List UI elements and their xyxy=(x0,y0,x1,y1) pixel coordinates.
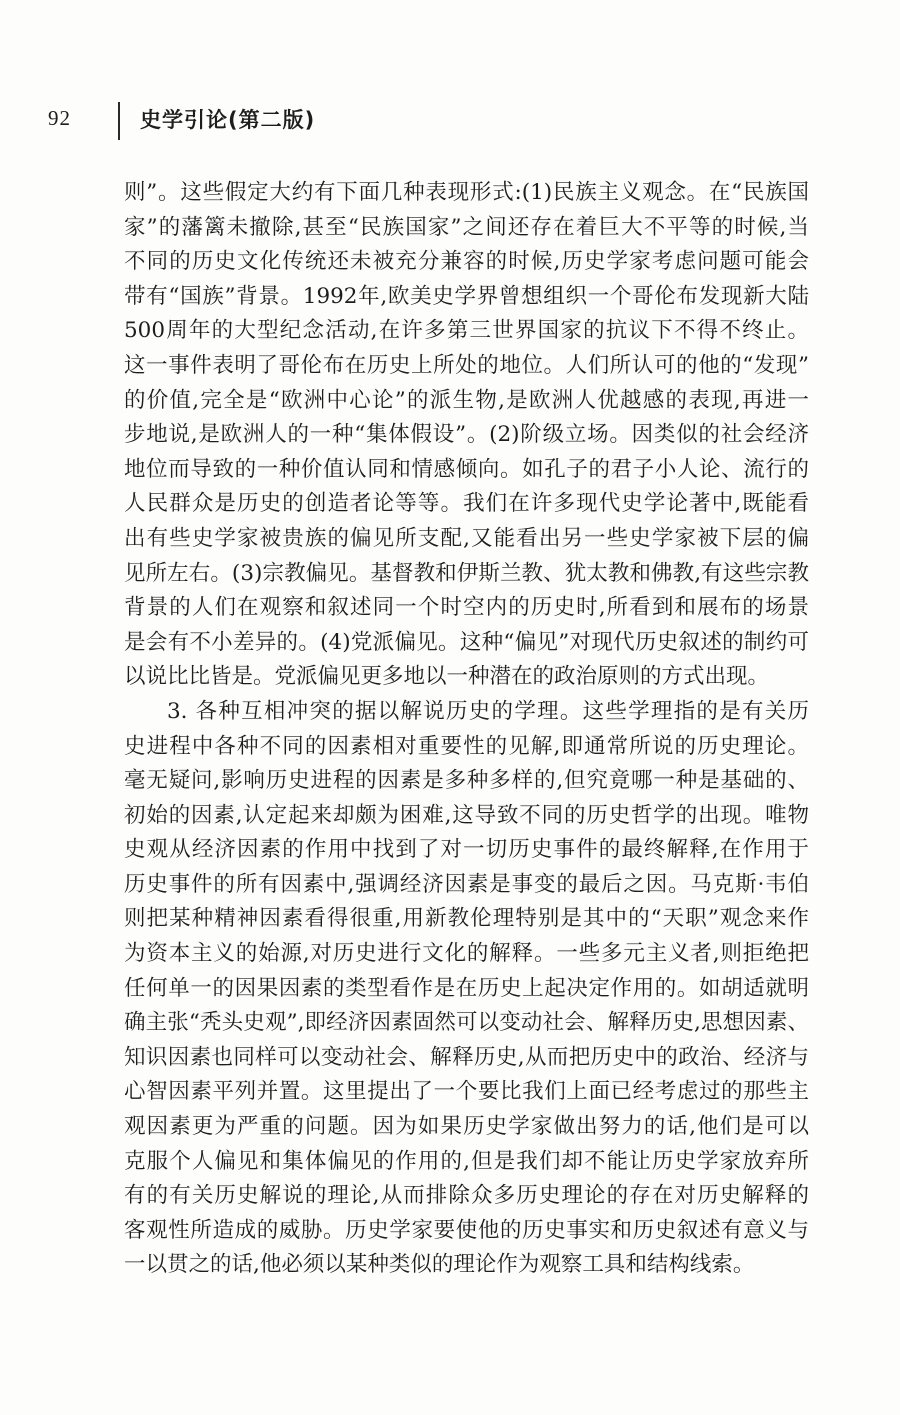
text-line: 知识因素也同样可以变动社会、解释历史,从而把历史中的政治、经济与 xyxy=(124,1044,809,1070)
text-line: 确主张“秃头史观”,即经济因素固然可以变动社会、解释历史,思想因素、 xyxy=(124,1010,809,1036)
text-line: 史观从经济因素的作用中找到了对一切历史事件的最终解释,在作用于 xyxy=(124,837,809,863)
text-line: 有的有关历史解说的理论,从而排除众多历史理论的存在对历史解释的 xyxy=(124,1183,809,1209)
header-divider xyxy=(118,102,120,140)
text-line: 则”。这些假定大约有下面几种表现形式:(1)民族主义观念。在“民族国 xyxy=(124,180,809,205)
text-line: 观因素更为严重的问题。因为如果历史学家做出努力的话,他们是可以 xyxy=(124,1114,809,1140)
text-line: 初始的因素,认定起来却颇为困难,这导致不同的历史哲学的出现。唯物 xyxy=(124,802,809,828)
book-title: 史学引论(第二版) xyxy=(140,108,316,132)
page-number: 92 xyxy=(48,106,71,130)
text-line: 500周年的大型纪念活动,在许多第三世界国家的抗议下不得不终止。 xyxy=(124,318,809,344)
paragraph-first-line: 3. 各种互相冲突的据以解说历史的学理。这些学理指的是有关历 xyxy=(167,698,809,724)
text-line: 家”的藩篱未撤除,甚至“民族国家”之间还存在着巨大不平等的时候,当 xyxy=(124,214,809,240)
running-header xyxy=(48,104,848,148)
text-line: 克服个人偏见和集体偏见的作用的,但是我们却不能让历史学家放弃所 xyxy=(124,1148,809,1174)
text-line: 人民群众是历史的创造者论等等。我们在许多现代史学论著中,既能看 xyxy=(124,491,809,517)
text-line: 史进程中各种不同的因素相对重要性的见解,即通常所说的历史理论。 xyxy=(124,733,809,759)
text-line: 出有些史学家被贵族的偏见所支配,又能看出另一些史学家被下层的偏 xyxy=(124,525,809,551)
text-line: 客观性所造成的威胁。历史学家要使他的历史事实和历史叙述有意义与 xyxy=(124,1217,809,1243)
paragraph-last-line: 以说比比皆是。党派偏见更多地以一种潜在的政治原则的方式出现。 xyxy=(124,664,770,690)
text-line: 见所左右。(3)宗教偏见。基督教和伊斯兰教、犹太教和佛教,有这些宗教 xyxy=(124,560,809,586)
text-line: 则把某种精神因素看得很重,用新教伦理特别是其中的“天职”观念来作 xyxy=(124,906,809,932)
text-line: 心智因素平列并置。这里提出了一个要比我们上面已经考虑过的那些主 xyxy=(124,1079,809,1105)
text-line: 带有“国族”背景。1992年,欧美史学界曾想组织一个哥伦布发现新大陆 xyxy=(124,283,809,309)
text-line: 步地说,是欧洲人的一种“集体假设”。(2)阶级立场。因类似的社会经济 xyxy=(124,422,809,448)
body-text xyxy=(124,176,809,1283)
text-line: 不同的历史文化传统还未被充分兼容的时候,历史学家考虑问题可能会 xyxy=(124,249,809,275)
text-line: 背景的人们在观察和叙述同一个时空内的历史时,所看到和展布的场景 xyxy=(124,595,809,621)
text-line: 毫无疑问,影响历史进程的因素是多种多样的,但究竟哪一种是基础的、 xyxy=(124,768,809,794)
paragraph-last-line: 一以贯之的话,他必须以某种类似的理论作为观察工具和结构线索。 xyxy=(124,1252,755,1278)
text-line: 历史事件的所有因素中,强调经济因素是事变的最后之因。马克斯·韦伯 xyxy=(124,871,809,897)
text-line: 这一事件表明了哥伦布在历史上所处的地位。人们所认可的他的“发现” xyxy=(124,352,809,378)
text-line: 任何单一的因果因素的类型看作是在历史上起决定作用的。如胡适就明 xyxy=(124,975,809,1001)
text-line: 地位而导致的一种价值认同和情感倾向。如孔子的君子小人论、流行的 xyxy=(124,456,809,482)
text-line: 是会有不小差异的。(4)党派偏见。这种“偏见”对现代历史叙述的制约可 xyxy=(124,629,809,655)
text-line: 为资本主义的始源,对历史进行文化的解释。一些多元主义者,则拒绝把 xyxy=(124,941,809,967)
text-line: 的价值,完全是“欧洲中心论”的派生物,是欧洲人优越感的表现,再进一 xyxy=(124,387,809,413)
